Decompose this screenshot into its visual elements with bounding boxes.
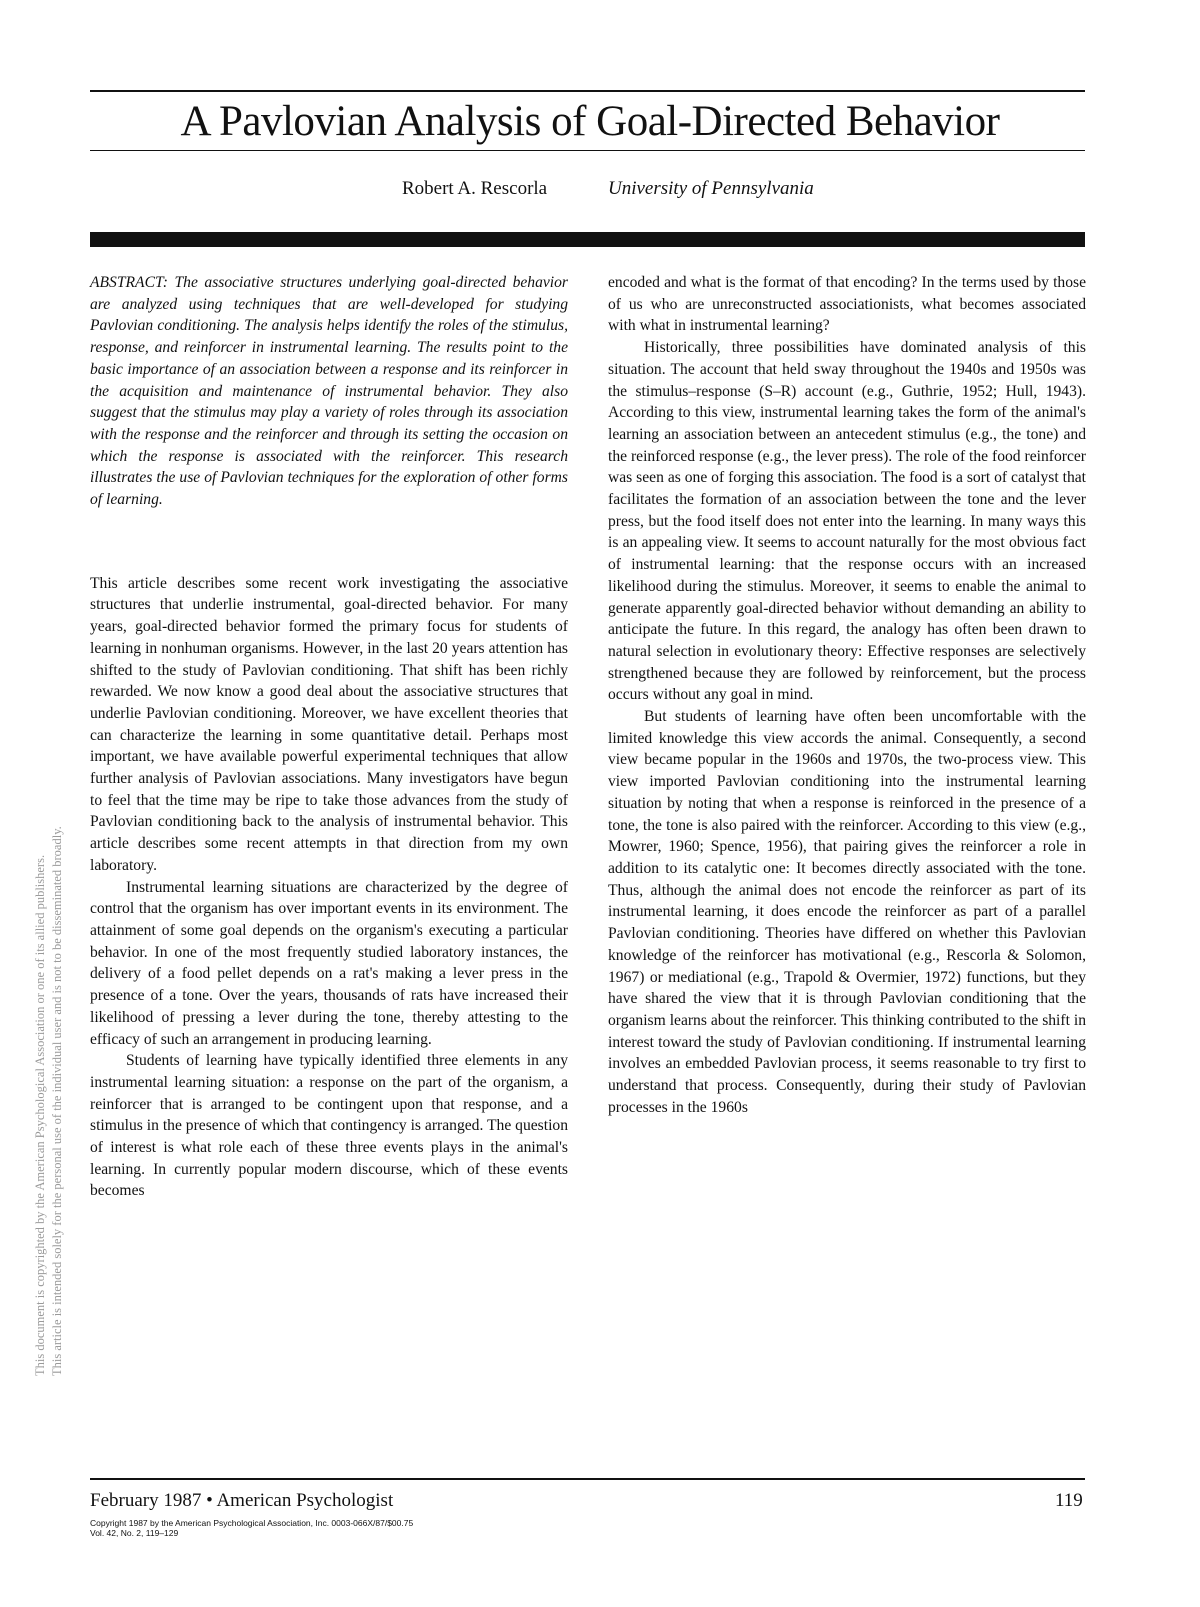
body-paragraph: Instrumental learning situations are characterized by the degree of control that the organism has over important events in its environment. The attainment of some goal depends on the organism's executing a particular behavior. In one of the most frequently studied laboratory instances, the delivery of a food pellet depends on a rat's making a lever press in the presence of a tone. Over the years, thousands of rats have increased their likelihood of pressing a lever during the tone, thereby attesting to the efficacy of such an arrangement in producing learning.: [90, 878, 568, 1048]
right-column: [608, 272, 1086, 1118]
body-paragraph: encoded and what is the format of that encoding? In the terms used by those of us who are unreconstructed associationists, what becomes associated with what in instrumental learning?: [608, 274, 1086, 335]
copyright-notice: [90, 1518, 413, 1538]
journal-issue: February 1987 • American Psychologist: [90, 1490, 394, 1511]
left-column: [90, 272, 568, 1202]
header-thick-bar: [90, 232, 1085, 247]
author-name: Robert A. Rescorla: [402, 178, 548, 199]
body-paragraph: Students of learning have typically identified three elements in any instrumental learning situation: a response on the part of the organism, a reinforcer that is arranged to be contingent upon that response, and a stimulus in the presence of which that contingency is arranged. The question of interest is what role each of these three events plays in the animal's learning. In currently popular modern discourse, which of these events becomes: [90, 1052, 568, 1200]
body-paragraph: This article describes some recent work investigating the associative structures that underlie instrumental, goal-directed behavior. For many years, goal-directed behavior formed the primary focus for students of learning in nonhuman organisms. However, in the last 20 years attention has shifted to the study of Pavlovian conditioning. That shift has been richly rewarded. We now know a good deal about the associative structures that underlie Pavlovian conditioning. Moreover, we have excellent theories that can characterize the learning in some quantitative detail. Perhaps most important, we have available powerful experimental techniques that allow further analysis of Pavlovian associations. Many investigators have begun to feel that the time may be ripe to take those advances from the study of Pavlovian conditioning back to the analysis of instrumental behavior. This article describes some recent attempts in that direction from my own laboratory.: [90, 574, 568, 874]
title-rule: [90, 150, 1085, 151]
author-affiliation: University of Pennsylvania: [608, 178, 814, 199]
top-rule: [90, 90, 1085, 92]
copyright-line-1: Copyright 1987 by the American Psychological Association, Inc. 0003-066X/87/$00.75: [90, 1518, 414, 1528]
body-paragraph: Historically, three possibilities have dominated analysis of this situation. The account that held sway throughout the 1940s and 1950s was the stimulus–response (S–R) account (e.g., Guthrie, 1952; Hull, 1943). According to this view, instrumental learning takes the form of the animal's learning an association between an antecedent stimulus (e.g., the tone) and the reinforced response (e.g., the lever press). The role of the food reinforcer was seen as one of forging this association. The food is a sort of catalyst that facilitates the formation of an association between the tone and the lever press, but the food itself does not enter into the learning. In many ways this is an appealing view. It seems to account naturally for the most obvious fact of instrumental learning: that the response occurs with an increased likelihood during the stimulus. Moreover, it seems to enable the animal to generate apparently goal-directed behavior without demanding an ability to anticipate the future. In this regard, the analogy has often been drawn to natural selection in evolutionary theory: Effective responses are selectively strengthened because they are followed by reinforcement, but the process occurs without any goal in mind.: [608, 339, 1086, 704]
article-title: A Pavlovian Analysis of Goal-Directed Behavior: [180, 98, 1000, 145]
body-paragraph: But students of learning have often been uncomfortable with the limited knowledge this view accords the animal. Consequently, a second view became popular in the 1960s and 1970s, the two-process view. This view imported Pavlovian conditioning into the instrumental learning situation by noting that when a response is reinforced in the presence of a tone, the tone is also paired with the reinforcer. According to this view (e.g., Mowrer, 1960; Spence, 1956), that pairing gives the reinforcer a role in addition to its catalytic one: It becomes directly associated with the tone. Thus, although the animal does not encode the reinforcer as part of its instrumental learning, it does encode the reinforcer as part of a parallel Pavlovian conditioning. Theories have differed on whether this Pavlovian knowledge of the reinforcer has motivational (e.g., Rescorla & Solomon, 1967) or mediational (e.g., Trapold & Overmier, 1972) functions, but they have shared the view that it is through Pavlovian conditioning that the organism learns about the reinforcer. This thinking contributed to the shift in interest toward the study of Pavlovian conditioning. If instrumental learning involves an embedded Pavlovian process, it seems reasonable to try first to understand that process. Consequently, during their study of Pavlovian processes in the 1960s: [608, 708, 1086, 1116]
abstract: ABSTRACT: The associative structures underlying goal-directed behavior are analyzed using techniques that are well-developed for studying Pavlovian conditioning. The analysis helps identify the roles of the stimulus, response, and reinforcer in instrumental learning. The results point to the basic importance of an association between a response and its reinforcer in the acquisition and maintenance of instrumental behavior. They also suggest that the stimulus may play a variety of roles through its association with the response and the reinforcer and through its setting the occasion on which the response is associated with the reinforcer. This research illustrates the use of Pavlovian techniques for the exploration of other forms of learning.: [90, 274, 568, 509]
copyright-line-2: Vol. 42, No. 2, 119–129: [90, 1528, 179, 1538]
footer-rule: [90, 1478, 1085, 1480]
page-number: 119: [1055, 1490, 1083, 1511]
